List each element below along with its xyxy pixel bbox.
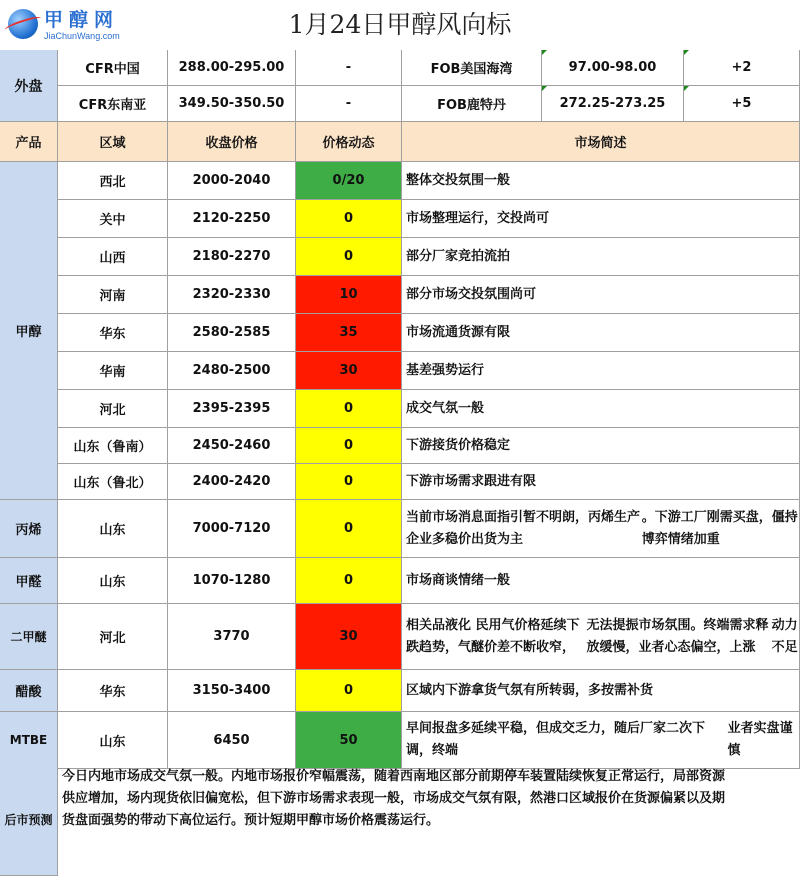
external-market-price: 349.50-350.50 (168, 86, 296, 122)
price-change-cell: 30 (296, 604, 402, 670)
region-cell: 山东（鲁南） (58, 428, 168, 464)
price-cell: 7000-7120 (168, 500, 296, 558)
external-market-price-2: 97.00-98.00 (542, 50, 684, 86)
summary-line: 下游市场需求跟进有限 (406, 473, 537, 489)
product-name: 醋酸 (0, 670, 58, 712)
price-cell: 2480-2500 (168, 352, 296, 390)
region-cell: 山西 (58, 238, 168, 276)
summary-line: 早间报盘多延续平稳，但成交乏力，随后厂家二次下调，终端 (406, 721, 706, 758)
region-cell: 华东 (58, 670, 168, 712)
region-cell: 山东 (58, 712, 168, 769)
price-change-cell: 0 (296, 464, 402, 500)
price-change-cell: 0/20 (296, 162, 402, 200)
summary-cell (402, 670, 800, 712)
region-cell: 华东 (58, 314, 168, 352)
summary-cell (402, 352, 800, 390)
external-market-change-2: +5 (684, 86, 800, 122)
price-cell: 2180-2270 (168, 238, 296, 276)
region-cell: 山东（鲁北） (58, 464, 168, 500)
price-cell: 3770 (168, 604, 296, 670)
price-change-cell: 35 (296, 314, 402, 352)
summary-cell (402, 276, 800, 314)
summary-cell (402, 464, 800, 500)
external-market-name: CFR东南亚 (58, 86, 168, 122)
region-cell: 华南 (58, 352, 168, 390)
forecast-text (58, 763, 800, 876)
price-cell: 2400-2420 (168, 464, 296, 500)
region-cell: 西北 (58, 162, 168, 200)
region-cell: 河北 (58, 604, 168, 670)
column-header-summary: 市场简述 (402, 122, 800, 162)
external-market-name-2: FOB美国海湾 (402, 50, 542, 86)
summary-cell (402, 314, 800, 352)
summary-cell (402, 238, 800, 276)
price-cell: 3150-3400 (168, 670, 296, 712)
summary-line: 成交气氛一般 (406, 400, 485, 416)
summary-cell (402, 162, 800, 200)
summary-line: 动力不足 (771, 617, 798, 655)
summary-cell (402, 200, 800, 238)
summary-cell (402, 500, 800, 558)
product-name: 二甲醚 (0, 604, 58, 670)
forecast-line: 今日内地市场成交气氛一般。内地市场报价窄幅震荡，随着西南地区部分前期停车装置陆续恢复正常运行，局部资源 (62, 769, 726, 784)
region-cell: 山东 (58, 558, 168, 604)
price-cell: 2000-2040 (168, 162, 296, 200)
column-header-price: 收盘价格 (168, 122, 296, 162)
summary-cell (402, 604, 800, 670)
price-change-cell: 10 (296, 276, 402, 314)
price-change-cell: 50 (296, 712, 402, 769)
summary-line: 基差强势运行 (406, 362, 485, 378)
page-header (0, 0, 800, 51)
external-market-price: 288.00-295.00 (168, 50, 296, 86)
price-change-cell: 0 (296, 200, 402, 238)
summary-line: 业者实盘谨慎 (727, 721, 793, 758)
price-change-cell: 0 (296, 500, 402, 558)
product-name: MTBE (0, 712, 58, 769)
column-header-product: 产品 (0, 122, 58, 162)
price-change-cell: 0 (296, 390, 402, 428)
summary-line: 区域内下游拿货气氛有所转弱，多按需补货 (406, 682, 654, 698)
price-cell: 1070-1280 (168, 558, 296, 604)
summary-line: 部分市场交投氛围尚可 (406, 286, 537, 302)
region-cell: 河北 (58, 390, 168, 428)
product-name: 丙烯 (0, 500, 58, 558)
product-name: 甲醛 (0, 558, 58, 604)
price-cell: 2580-2585 (168, 314, 296, 352)
price-change-cell: 0 (296, 558, 402, 604)
summary-cell (402, 712, 800, 769)
summary-cell (402, 428, 800, 464)
price-change-cell: 30 (296, 352, 402, 390)
price-cell: 2395-2395 (168, 390, 296, 428)
external-market-label: 外盘 (0, 50, 58, 122)
region-cell: 关中 (58, 200, 168, 238)
forecast-line: 供应增加，场内现货依旧偏宽松，但下游市场需求表现一般，市场成交气氛有限，然港口区域报价在货源偏紧以及期 (62, 791, 726, 806)
summary-line: 市场整理运行，交投尚可 (406, 210, 550, 226)
region-cell: 河南 (58, 276, 168, 314)
external-market-change: - (296, 50, 402, 86)
summary-cell (402, 558, 800, 604)
external-market-name-2: FOB鹿特丹 (402, 86, 542, 122)
summary-line: 部分厂家竞拍流拍 (406, 248, 511, 264)
summary-line: 无法提振市场氛围。终端需求释放缓慢，业者心态偏空，上涨 (586, 617, 769, 655)
external-market-change-2: +2 (684, 50, 800, 86)
product-name: 甲醇 (0, 162, 58, 500)
summary-cell (402, 390, 800, 428)
external-market-change: - (296, 86, 402, 122)
external-market-name: CFR中国 (58, 50, 168, 86)
price-change-cell: 0 (296, 670, 402, 712)
logo-chinese-text: 甲醇网 (44, 9, 120, 31)
column-header-region: 区域 (58, 122, 168, 162)
summary-line: 当前市场消息面指引暂不明朗，丙烯生产企业多稳价出货为主 (406, 509, 641, 547)
summary-line: 下游接货价格稳定 (406, 437, 511, 453)
column-header-change: 价格动态 (296, 122, 402, 162)
summary-line: 市场商谈情绪一般 (406, 572, 511, 588)
logo-english-text: JiaChunWang.com (44, 31, 120, 41)
summary-line: 。下游工厂刚需买盘，僵持博弈情绪加重 (641, 509, 798, 547)
price-cell: 2450-2460 (168, 428, 296, 464)
price-change-cell: 0 (296, 428, 402, 464)
price-cell: 2120-2250 (168, 200, 296, 238)
price-cell: 2320-2330 (168, 276, 296, 314)
price-change-cell: 0 (296, 238, 402, 276)
summary-line: 整体交投氛围一般 (406, 172, 511, 188)
summary-line: 市场流通货源有限 (406, 324, 511, 340)
external-market-price-2: 272.25-273.25 (542, 86, 684, 122)
forecast-line: 货盘面强势的带动下高位运行。预计短期甲醇市场价格震荡运行。 (62, 813, 440, 828)
forecast-label: 后市预测 (0, 763, 58, 876)
region-cell: 山东 (58, 500, 168, 558)
summary-line: 相关品液化 民用气价格延续下跌趋势，气醚价差不断收窄， (406, 617, 580, 655)
price-cell: 6450 (168, 712, 296, 769)
page-title: 1月24日甲醇风向标 (288, 10, 512, 39)
